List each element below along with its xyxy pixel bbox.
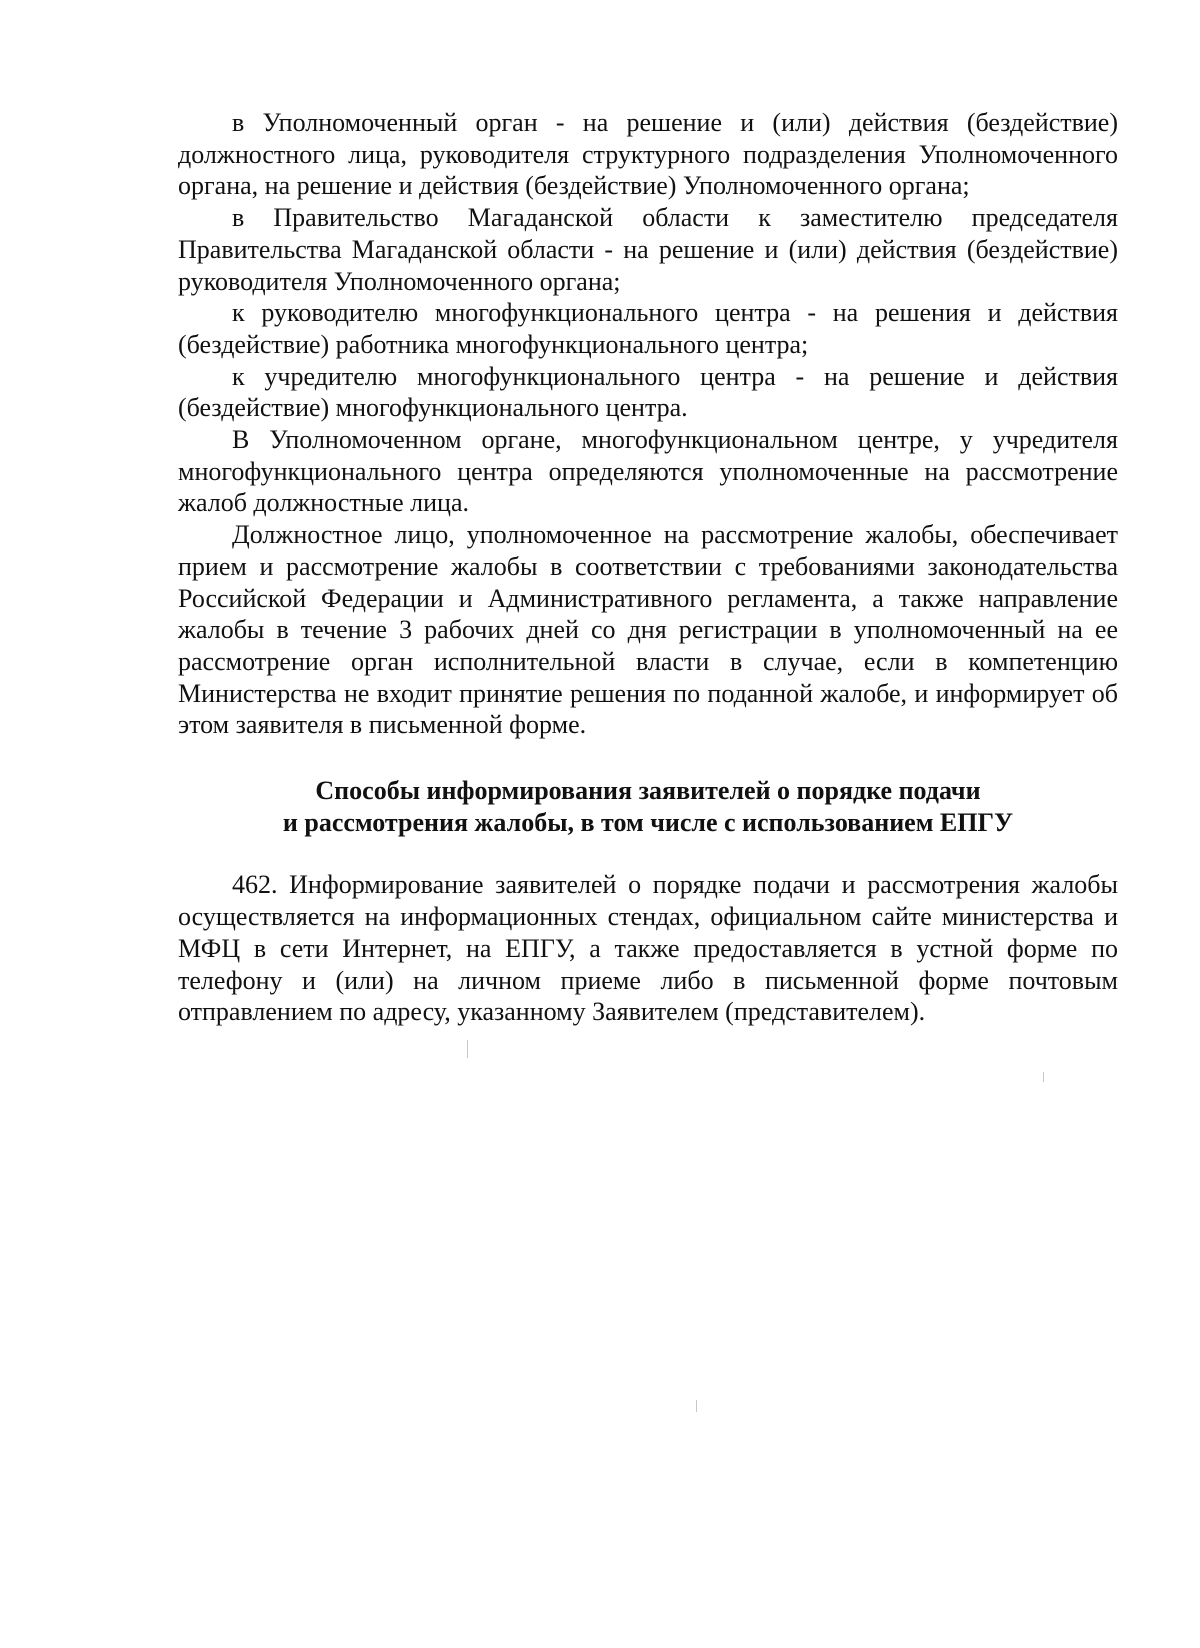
section-heading-line-1: Способы информирования заявителей о порядке подачи — [315, 776, 981, 806]
section-heading — [178, 775, 1118, 838]
scan-speck — [696, 1400, 697, 1412]
paragraph-pravitelstvo: в Правительство Магаданской области к заместителю председателя Правительства Магаданской области - на решение и (или) действия (бездействие) руководителя Уполномоченного органа; — [178, 203, 1118, 296]
section-heading-line-2: и рассмотрения жалобы, в том числе с использованием ЕПГУ — [282, 807, 1014, 837]
paragraph-dolzhnostnye-litsa: В Уполномоченном органе, многофункциональном центре, у учредителя многофункционального центра определяются уполномоченные на рассмотрение жалоб должностные лица. — [178, 425, 1118, 518]
scan-speck — [1043, 1072, 1044, 1082]
paragraph-uполномоченный-орган: в Уполномоченный орган - на решение и (или) действия (бездействие) должностного лица, руководителя структурного подразделения Уполномоченного органа, на решение и действия (бездействие) Уполномоченного органа; — [178, 108, 1118, 201]
paragraph-uchreditel-mfc: к учредителю многофункционального центра - на решение и действия (бездействие) многофункционального центра. — [178, 361, 1118, 423]
paragraph-rukovoditel-mfc: к руководителю многофункционального центра - на решения и действия (бездействие) работника многофункционального центра; — [178, 298, 1118, 359]
paragraph-dolzhnostnoe-litso: Должностное лицо, уполномоченное на рассмотрение жалобы, обеспечивает прием и рассмотрение жалобы в соответствии с требованиями законодательства Российской Федерации и Административного регламента, а также направление жалобы в течение 3 рабочих дней со дня регистрации в уполномоченный на ее рассмотрение орган исполнительной власти в случае, если в компетенцию Министерства не входит принятие решения по поданной жалобе, и информирует об этом заявителя в письменной форме. — [178, 520, 1118, 740]
document-body — [178, 107, 1118, 1028]
scan-speck — [467, 1040, 468, 1058]
spacer — [178, 838, 1118, 869]
paragraph-462: 462. Информирование заявителей о порядке подачи и рассмотрения жалобы осуществляется на информационных стендах, официальном сайте министерства и МФЦ в сети Интернет, на ЕПГУ, а также предоставляется в устной форме по телефону и (или) на личном приеме либо в письменной форме почтовым отправлением по адресу, указанному Заявителем (представителем). — [178, 870, 1118, 1027]
